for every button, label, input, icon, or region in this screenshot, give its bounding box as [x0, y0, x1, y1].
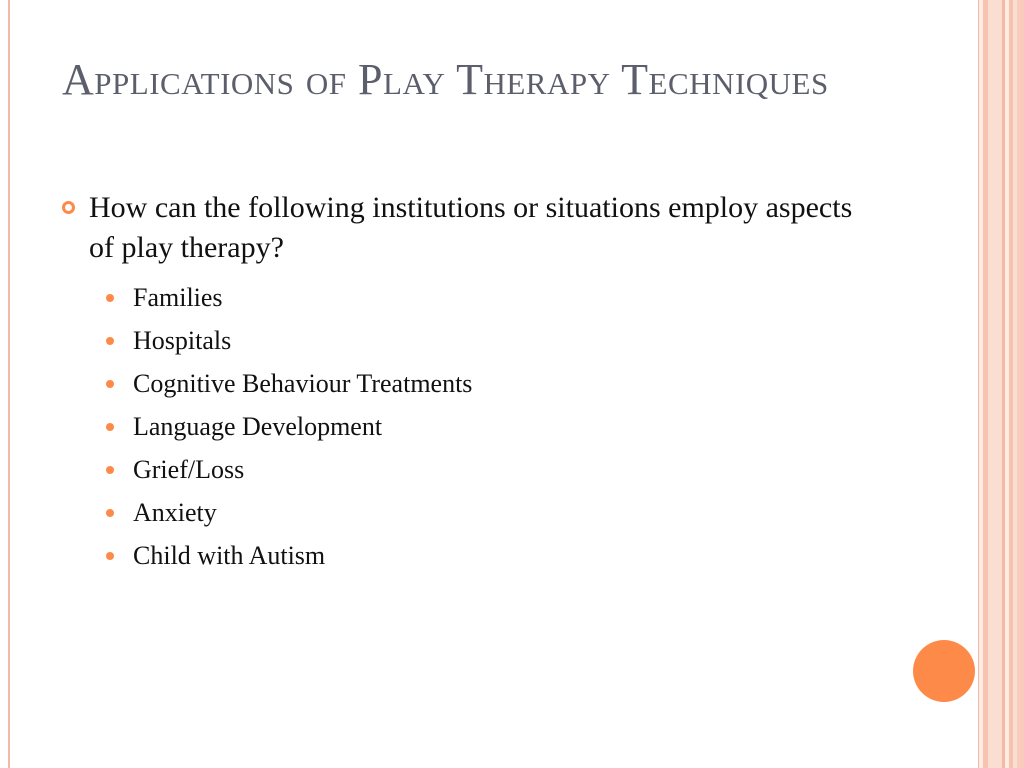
- list-item-label: Language Development: [133, 411, 383, 441]
- dot-bullet-icon: [106, 380, 114, 388]
- list-item: [106, 405, 882, 448]
- list-item: [106, 534, 882, 577]
- list-item-label: Anxiety: [133, 497, 217, 527]
- list-item: [106, 448, 882, 491]
- list-item-label: Child with Autism: [133, 540, 326, 570]
- dot-bullet-icon: [106, 294, 114, 302]
- decorative-stripes: [978, 0, 1024, 768]
- list-item-label: Grief/Loss: [133, 454, 245, 484]
- list-item: [106, 319, 882, 362]
- dot-bullet-icon: [106, 552, 114, 560]
- left-border-line: [8, 0, 10, 768]
- list-item: [106, 362, 882, 405]
- list-item: [106, 276, 882, 319]
- list-item-label: Families: [133, 282, 223, 312]
- list-item-label: Hospitals: [133, 325, 232, 355]
- dot-bullet-icon: [106, 337, 114, 345]
- sub-bullet-list: [62, 276, 882, 577]
- ring-bullet-icon: [62, 201, 75, 214]
- dot-bullet-icon: [106, 509, 114, 517]
- slide-body: [62, 188, 882, 577]
- dot-bullet-icon: [106, 466, 114, 474]
- main-bullet-text: How can the following institutions or situations employ aspects of play therapy?: [89, 191, 853, 264]
- orange-circle-decoration: [913, 640, 975, 702]
- dot-bullet-icon: [106, 423, 114, 431]
- list-item-label: Cognitive Behaviour Treatments: [133, 368, 473, 398]
- main-bullet: [62, 188, 882, 268]
- list-item: [106, 491, 882, 534]
- slide-title: Applications of Play Therapy Techniques: [62, 55, 829, 104]
